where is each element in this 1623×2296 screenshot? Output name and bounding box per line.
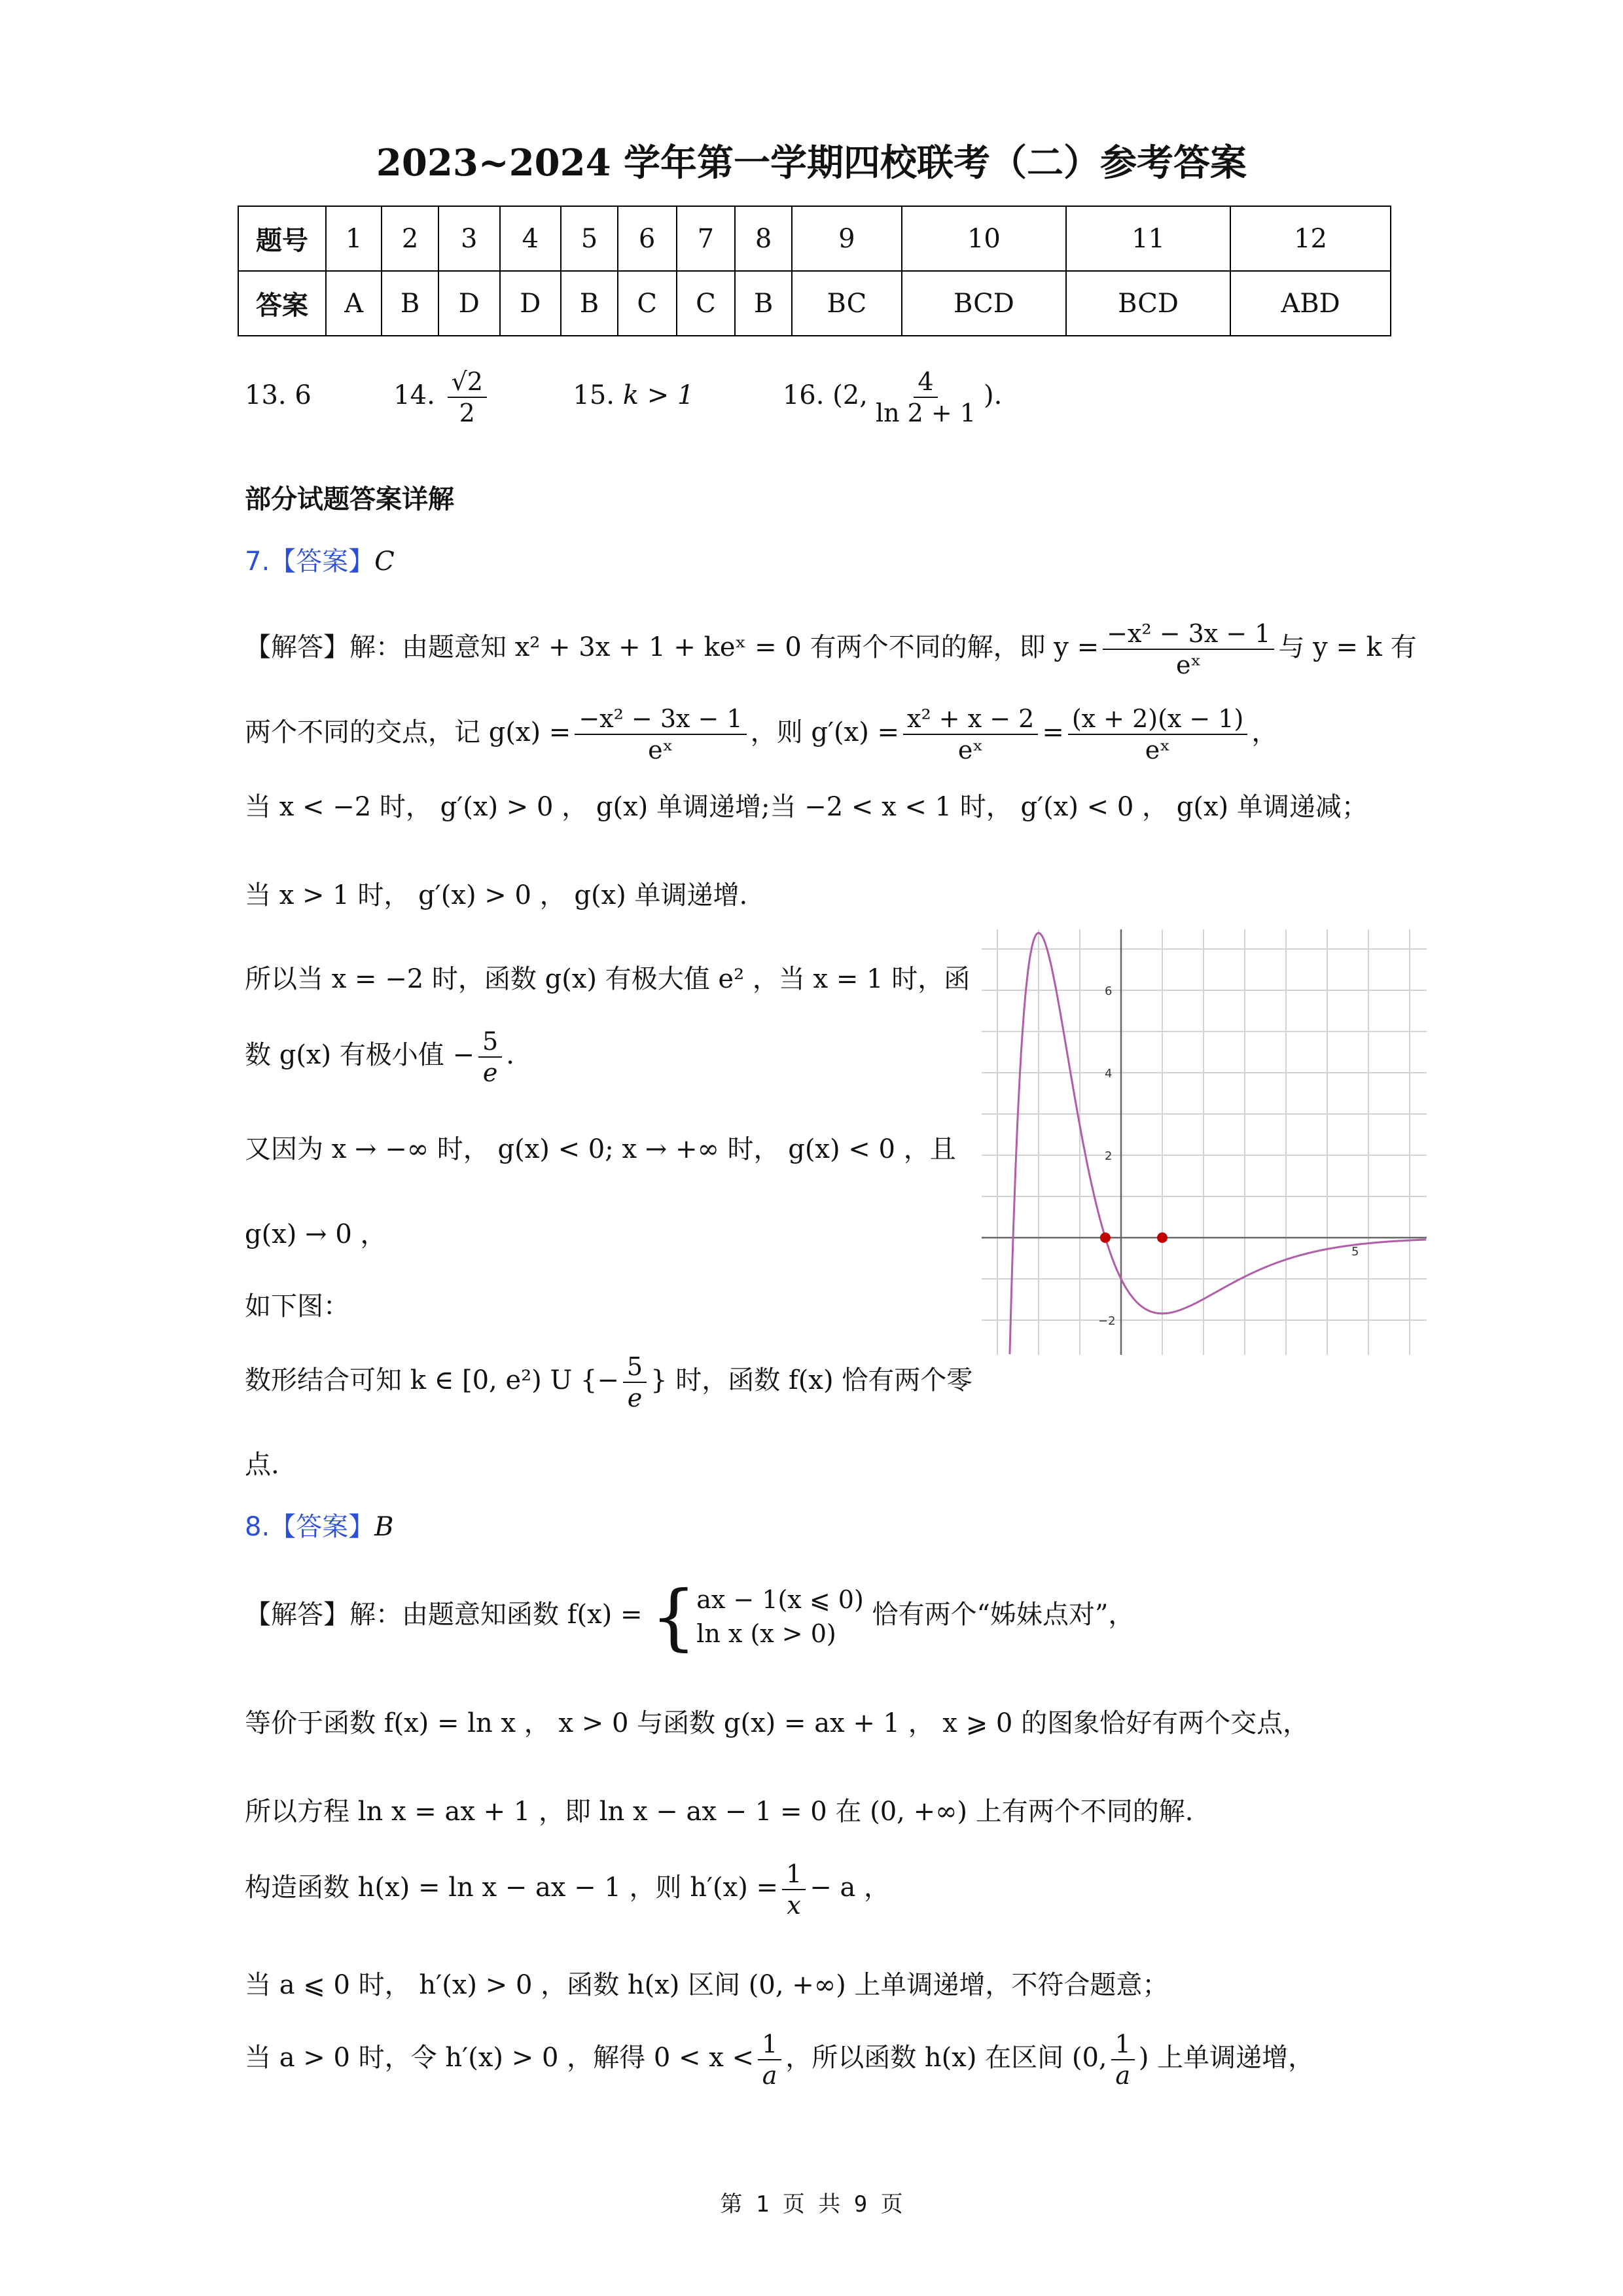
- q8-line2: 等价于函数 f(x) = ln x ， x > 0 与函数 g(x) = ax + 1 ， x ⩾ 0 的图象恰好有两个交点，: [245, 1708, 1310, 1738]
- q7-line10-text: 数形结合可知 k ∈ [0, e²) U {−: [245, 1365, 619, 1395]
- table-cell: 4: [500, 206, 562, 271]
- q14-fraction: [448, 367, 487, 428]
- q8-line1: [245, 1575, 1135, 1659]
- q7-line2-fraction1: [575, 704, 746, 765]
- table-row: [238, 206, 1391, 271]
- q16-suffix: ).: [984, 380, 1003, 410]
- q7-line1-text: 【解答】解：由题意知 x² + 3x + 1 + keˣ = 0 有两个不同的解，即 y =: [245, 632, 1099, 662]
- q13-label: 13.: [245, 380, 287, 410]
- q7-line2: [245, 704, 1277, 765]
- table-cell: 6: [618, 206, 677, 271]
- q8-line3: 所以方程 ln x = ax + 1 ，即 ln x − ax − 1 = 0 在 (0, +∞) 上有两个不同的解.: [245, 1797, 1194, 1827]
- q7-line6-fraction: [478, 1026, 502, 1088]
- q8-line6-text-end: ) 上单调递增，: [1138, 2043, 1315, 2073]
- table-cell: D: [438, 271, 500, 336]
- table-cell: C: [618, 271, 677, 336]
- fraction-numerator: (x + 2)(x − 1): [1068, 704, 1248, 735]
- answer-table: [238, 206, 1391, 336]
- y-tick-label: 6: [1105, 984, 1113, 998]
- fraction-numerator: 1: [758, 2029, 781, 2060]
- fraction-denominator: eˣ: [648, 736, 673, 764]
- q7-line6: [245, 1026, 514, 1088]
- table-cell: D: [500, 271, 562, 336]
- q7-header: [245, 543, 395, 580]
- q8-line4-text-end: − a ，: [810, 1873, 891, 1903]
- q16-prefix: (2,: [832, 380, 868, 410]
- table-cell: BCD: [902, 271, 1066, 336]
- q14-label: 14.: [393, 380, 435, 410]
- table-cell: 8: [735, 206, 792, 271]
- q15-answer: k > 1: [622, 380, 694, 410]
- x-tick-label: 5: [1351, 1245, 1359, 1259]
- fraction-denominator: eˣ: [1175, 651, 1202, 679]
- section-heading: 部分试题答案详解: [245, 484, 454, 514]
- function-curve: [1010, 933, 1426, 1355]
- q8-line6-fraction1: [758, 2029, 781, 2090]
- table-cell: 10: [902, 206, 1066, 271]
- q7-line3: 当 x < −2 时， g′(x) > 0 ， g(x) 单调递增;当 −2 < x < 1 时， g′(x) < 0 ， g(x) 单调递减；: [245, 792, 1368, 822]
- table-cell: 11: [1066, 206, 1230, 271]
- q14-denominator: 2: [459, 399, 475, 427]
- y-tick-label: −2: [1098, 1314, 1116, 1328]
- q7-tag: 【答案】: [270, 547, 375, 577]
- table-cell: 12: [1230, 206, 1391, 271]
- table-cell: ABD: [1230, 271, 1391, 336]
- q7-line2-text-end: ，: [1251, 717, 1278, 747]
- q8-tag: 【答案】: [270, 1512, 375, 1542]
- fill-in-answers: [245, 367, 1002, 428]
- table-cell: B: [382, 271, 438, 336]
- q7-line8: g(x) → 0 ，: [245, 1219, 387, 1249]
- piecewise-cases: [696, 1583, 864, 1651]
- q7-line1-fraction: [1103, 619, 1274, 680]
- fraction-numerator: 1: [1111, 2029, 1135, 2060]
- table-cell: 1: [326, 206, 382, 271]
- q8-line1-text-end: 恰有两个“姊妹点对”，: [872, 1600, 1135, 1630]
- q7-line4: 当 x > 1 时， g′(x) > 0 ， g(x) 单调递增.: [245, 880, 748, 910]
- q16-label: 16.: [782, 380, 825, 410]
- q14-numerator: √2: [448, 367, 487, 398]
- q7-line11: 点.: [245, 1450, 279, 1480]
- fraction-denominator: x: [787, 1891, 801, 1920]
- table-cell: 3: [438, 206, 500, 271]
- fraction-denominator: a: [762, 2061, 777, 2090]
- fraction-denominator: e: [482, 1058, 498, 1087]
- q7-line6-text: 数 g(x) 有极小值 −: [245, 1040, 475, 1070]
- q7-line2-fraction2: [903, 704, 1038, 765]
- table-cell: B: [561, 271, 618, 336]
- fraction-numerator: −x² − 3x − 1: [575, 704, 746, 735]
- table-cell: 9: [792, 206, 902, 271]
- fraction-numerator: −x² − 3x − 1: [1103, 619, 1274, 650]
- y-tick-label: 2: [1105, 1149, 1113, 1163]
- table-cell: 7: [677, 206, 736, 271]
- table-cell: A: [326, 271, 382, 336]
- q7-line7: 又因为 x → −∞ 时， g(x) < 0; x → +∞ 时， g(x) < 0 ，且: [245, 1134, 956, 1164]
- intersection-point: [1100, 1232, 1111, 1243]
- q16-numerator: 4: [914, 367, 937, 398]
- piece-case-2: ln x (x > 0): [696, 1619, 836, 1648]
- q16-fraction: [872, 367, 980, 428]
- q7-line6-text-end: .: [506, 1040, 514, 1070]
- table-cell: BC: [792, 271, 902, 336]
- q8-line6-text-b: ，所以函数 h(x) 在区间 (0,: [785, 2043, 1107, 2073]
- q7-answer: C: [374, 547, 395, 577]
- piece-case-1: ax − 1(x ⩽ 0): [696, 1585, 864, 1614]
- q15-label: 15.: [573, 380, 615, 410]
- q8-line4-fraction: [782, 1859, 806, 1920]
- fraction-denominator: a: [1115, 2061, 1131, 2090]
- q13-answer: 6: [294, 380, 312, 410]
- q8-line5: 当 a ⩽ 0 时， h′(x) > 0 ，函数 h(x) 区间 (0, +∞) 上单调递增，不符合题意；: [245, 1970, 1169, 2000]
- q8-header: [245, 1509, 394, 1545]
- q8-line6-fraction2: [1111, 2029, 1135, 2090]
- q7-line5: 所以当 x = −2 时，函数 g(x) 有极大值 e² ，当 x = 1 时，函: [245, 964, 971, 994]
- piecewise-brace: {: [651, 1575, 697, 1659]
- table-row: [238, 271, 1391, 336]
- fraction-denominator: eˣ: [957, 736, 984, 764]
- fraction-numerator: 1: [782, 1859, 806, 1890]
- fraction-numerator: 5: [478, 1026, 502, 1058]
- q7-line1: [245, 619, 1417, 680]
- q7-number: 7.: [245, 547, 270, 577]
- fraction-denominator: eˣ: [1145, 736, 1171, 764]
- page-footer: 第 1 页 共 9 页: [720, 2191, 903, 2217]
- q8-answer: B: [374, 1512, 394, 1542]
- q8-line6: [245, 2029, 1314, 2090]
- intersection-point: [1157, 1232, 1168, 1243]
- q8-line4: [245, 1859, 890, 1920]
- q7-line2-text-b: ，则 g′(x) =: [750, 717, 900, 747]
- table-header-number: 题号: [238, 206, 326, 271]
- fraction-numerator: 5: [623, 1352, 647, 1383]
- q7-line9: 如下图：: [245, 1291, 349, 1321]
- table-cell: C: [677, 271, 736, 336]
- table-header-answer: 答案: [238, 271, 326, 336]
- q8-line1-text: 【解答】解：由题意知函数 f(x) =: [245, 1600, 643, 1630]
- q8-number: 8.: [245, 1512, 270, 1542]
- q7-line2-fraction3: [1068, 704, 1248, 765]
- q7-line10-fraction: [623, 1352, 647, 1413]
- q7-line10-text-end: } 时，函数 f(x) 恰有两个零: [651, 1365, 973, 1395]
- table-cell: 2: [382, 206, 438, 271]
- table-cell: BCD: [1066, 271, 1230, 336]
- q16-denominator: ln 2 + 1: [875, 399, 976, 427]
- q8-line6-text: 当 a > 0 时，令 h′(x) > 0 ，解得 0 < x <: [245, 2043, 755, 2073]
- graph-grid: [982, 929, 1427, 1355]
- table-cell: 5: [561, 206, 618, 271]
- fraction-denominator: e: [627, 1384, 643, 1412]
- q7-line2-equals: =: [1042, 717, 1064, 747]
- table-cell: B: [735, 271, 792, 336]
- q7-line10: [245, 1352, 972, 1413]
- fraction-numerator: x² + x − 2: [903, 704, 1038, 735]
- q7-function-graph: [982, 929, 1427, 1355]
- page-title: 2023~2024 学年第一学期四校联考（二）参考答案: [376, 141, 1247, 185]
- q7-line2-text: 两个不同的交点，记 g(x) =: [245, 717, 571, 747]
- y-tick-label: 4: [1105, 1067, 1113, 1081]
- q8-line4-text: 构造函数 h(x) = ln x − ax − 1 ，则 h′(x) =: [245, 1873, 779, 1903]
- q7-line1-text-end: 与 y = k 有: [1278, 632, 1417, 662]
